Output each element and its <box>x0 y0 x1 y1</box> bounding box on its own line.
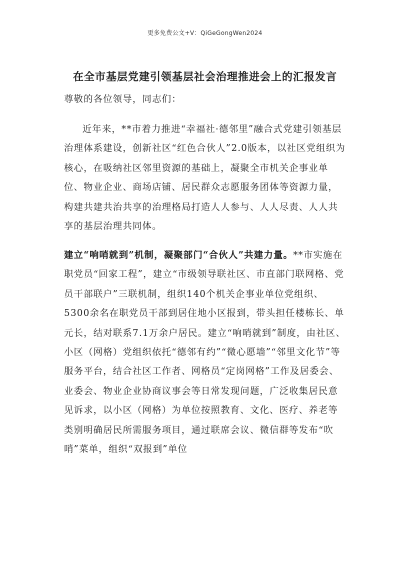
paragraph-2-text: **市实施在职党员“回家工程”，建立“市级领导联社区、市直部门联网格、党员干部联户”三联机制，组织140个机关企事业单位党组织、5300余名在职党员干部到居住地小区报到，带头担任楼栋长、单元长，结对联系7.1万余户居民。建立“响哨就到”制度，由社区、小区（网格）党组织依托“德邻有约”“微心愿墙”“邻里文化节”等服务平台，结合社区工作者、网格员“定岗网格”工作及居委会、业委会、物业企业协商议事会等日常发现问题，广泛收集居民意见诉求，以小区（网格）为单位按照教育、文化、医疗、养老等类别明确居民所需服务项目，通过联席会议、微信群等发布“吹哨”菜单，组织“双报到”单位 <box>64 250 346 456</box>
greeting: 尊敬的各位领导，同志们： <box>64 94 182 105</box>
paragraph-1: 近年来，**市着力推进“幸福社·德邻里”融合式党建引领基层治理体系建设，创新社区“红色合伙人”2.0版本，以社区党组织为核心，在吸纳社区邻里资源的基础上，凝聚全市机关企事业单位、物业企业、商场店铺、居民群众志愿服务团体等资源力量，构建共建共治共享的治理格局打造人人参与、人人尽责、人人共享的基层治理共同体。 <box>64 124 346 233</box>
document-title: 在全市基层党建引领基层社会治理推进会上的汇报发言 <box>73 71 337 83</box>
paragraph-2 <box>64 246 346 459</box>
paragraph-2-lead: 建立“响哨就到”机制，凝聚部门“合伙人”共建力量。 <box>64 250 294 261</box>
page-header: 更多免费公文+V：QiGeGongWen2024 <box>147 30 263 37</box>
